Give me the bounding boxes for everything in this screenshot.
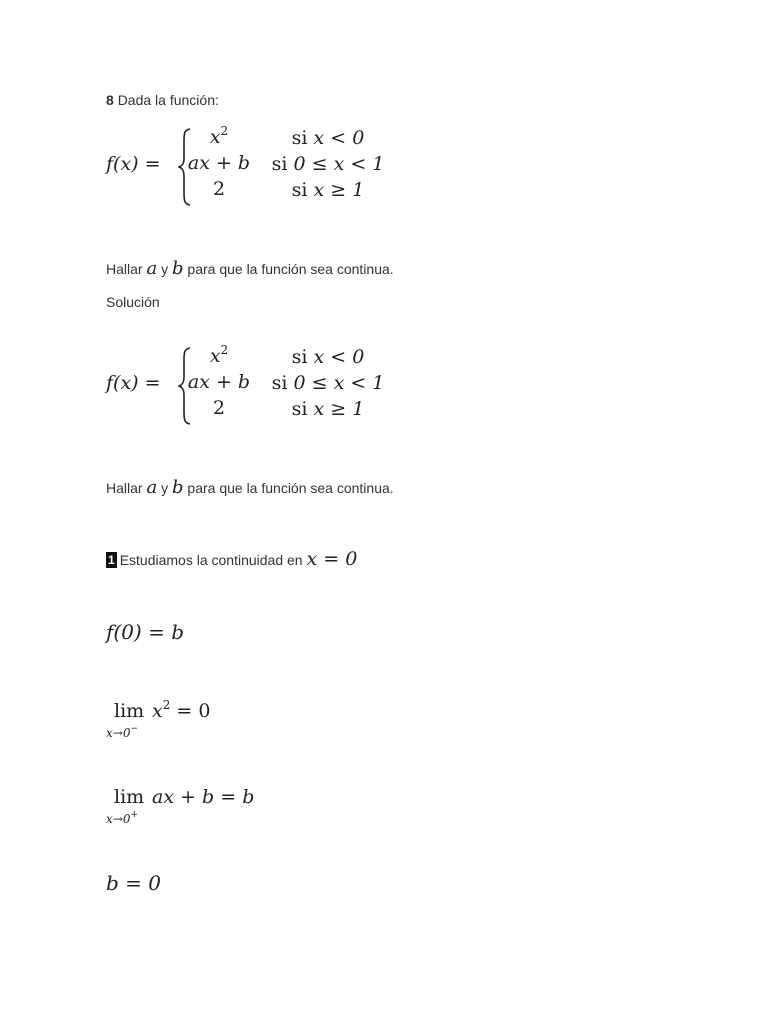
var-b: b: [171, 477, 184, 498]
piece-cond-1: si x < 0: [291, 346, 365, 368]
task-statement-2: Hallar a y b para que la función sea continua.: [106, 477, 394, 498]
step-1-heading: [106, 548, 357, 570]
piecewise-function-1: [106, 126, 406, 206]
piece-cond-3: si x ≥ 1: [291, 179, 365, 201]
piecewise-function-2: [106, 345, 406, 425]
piece-cond-2: si 0 ≤ x < 1: [271, 372, 385, 394]
problem-intro: Dada la función:: [117, 92, 219, 108]
lim-subscript: x→0−: [106, 724, 139, 740]
piece-cond-2: si 0 ≤ x < 1: [271, 153, 385, 175]
var-b: b: [171, 258, 184, 279]
limit-left: [106, 700, 306, 744]
lim-word: lim: [114, 700, 145, 722]
piece-cond-1: si x < 0: [291, 127, 365, 149]
task-statement-1: Hallar a y b para que la función sea continua.: [106, 258, 394, 279]
lim-word: lim: [114, 786, 145, 808]
step-1-text: Estudiamos la continuidad en: [119, 552, 303, 568]
limit-right: [106, 786, 306, 830]
piece-expr-1: $x^2$: [209, 343, 229, 367]
step-1-math: x = 0: [306, 548, 358, 570]
solution-label: Solución: [106, 294, 160, 310]
var-a: a: [146, 477, 158, 498]
problem-heading: [106, 92, 219, 108]
step-number-badge: 1: [108, 553, 115, 567]
piece-expr-2: ax + b: [187, 152, 251, 174]
piece-expr-3: 2: [212, 178, 226, 200]
piece-expr-1: $x^2$: [209, 124, 229, 148]
result-equation: b = 0: [106, 871, 161, 895]
lim-expression: ax + b = b: [152, 786, 255, 808]
lim-subscript: x→0+: [106, 810, 139, 826]
piece-cond-3: si x ≥ 1: [291, 398, 365, 420]
problem-number: 8: [106, 92, 114, 108]
function-lhs: f(x) =: [106, 372, 161, 394]
function-lhs: f(x) =: [106, 153, 161, 175]
piece-expr-3: 2: [212, 397, 226, 419]
equation-f-of-zero: f(0) = b: [106, 620, 185, 644]
lim-expression: $x^2 = 0$: [152, 698, 211, 722]
var-a: a: [146, 258, 158, 279]
piece-expr-2: ax + b: [187, 371, 251, 393]
